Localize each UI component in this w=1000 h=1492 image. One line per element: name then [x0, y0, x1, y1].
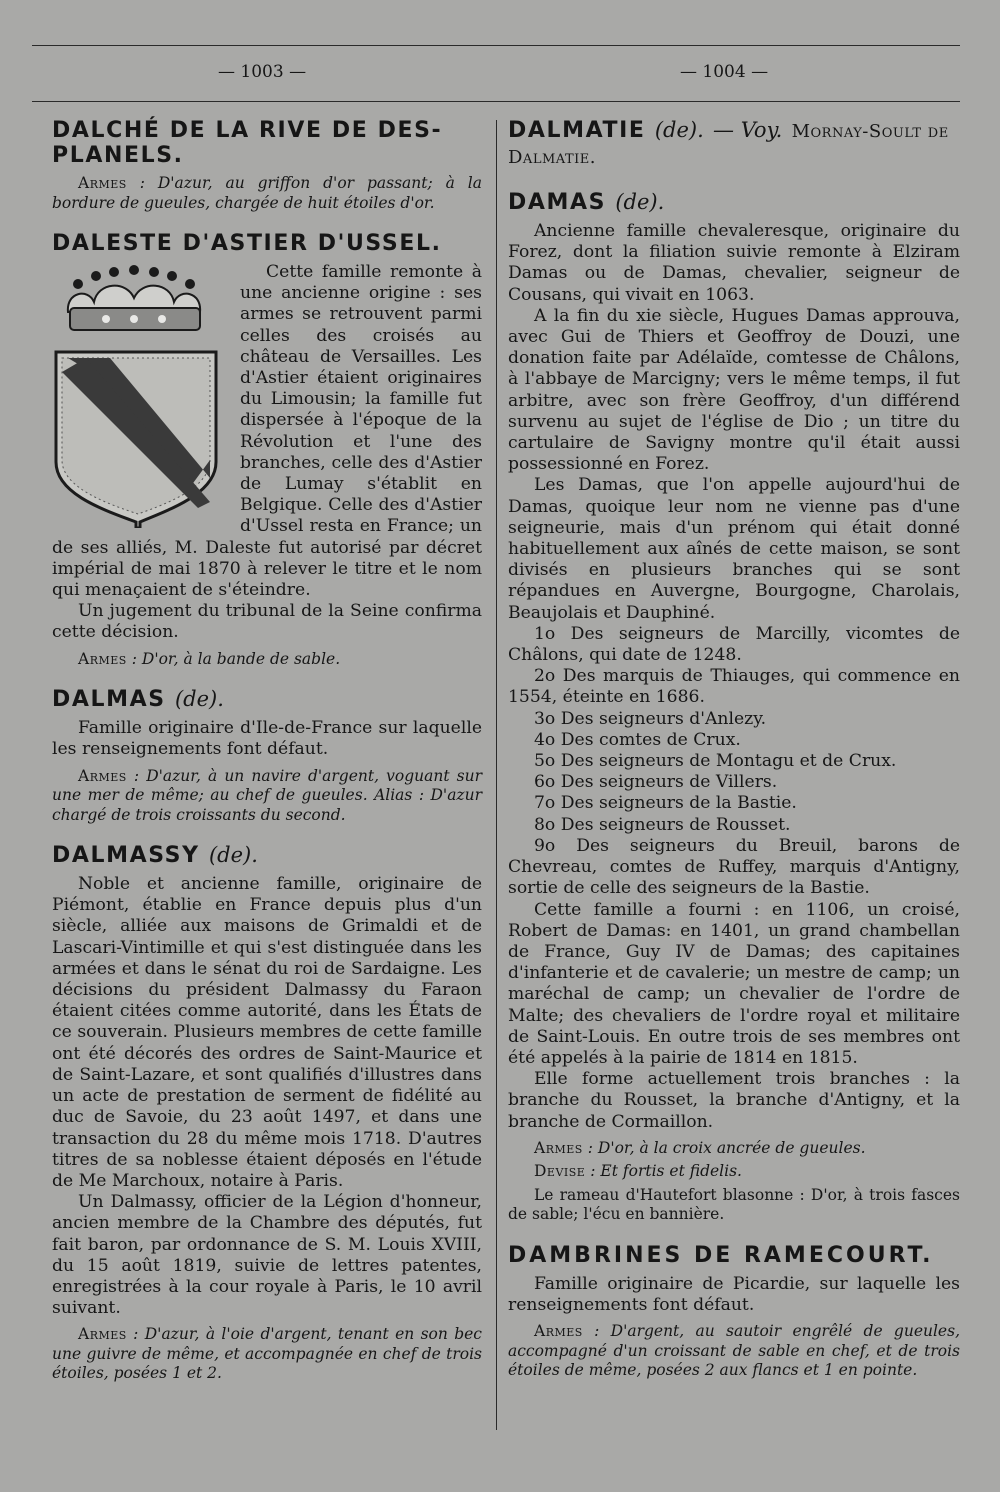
armes-line [52, 1325, 482, 1384]
entry-body: Noble et ancienne famille, originaire de Piémont, établie en France depuis plus d'un siècle, alliée aux maisons de Grimaldi et de Lascari-Vintimille et qui s'est distinguée dans les armées et dans le sénat du roi de Sardaigne. Les décisions du président Dalmassy du Faraon étaient citées comme autorité, dans les États de ce souverain. Plusieurs membres de cette famille ont été décorés des ordres de Saint-Maurice et de Saint-Lazare, et sont qualifiés d'illustres dans un acte de prestation de serment de fidélité au duc de Savoie, du 23 août 1497, et dans une transaction du 28 du même mois 1718. D'autres titres de sa noblesse étaient déposés en l'étude de Me Marchoux, notaire à Paris. [52, 874, 482, 1191]
armes-text: : D'or, à la croix ancrée de gueules. [587, 1138, 866, 1157]
entry-title: DAMBRINES DE RAMECOURT. [508, 1242, 934, 1268]
entry-body: A la fin du xie siècle, Hugues Damas approuva, avec Gui de Thiers et Geoffroy de Douzi, une donation faite par Adélaïde, comtesse de Châlons, à l'abbaye de Marcigny; vers le même temps, il fut arbitre, avec son frère Geoffroy, d'un différend survenu au sujet de l'église de Dio ; un titre du cartulaire de Savigny montre qu'il était aussi possessionné en Forez. [508, 305, 960, 475]
list-item: 2o Des marquis de Thiauges, qui commence en 1554, éteinte en 1686. [508, 666, 960, 708]
entry-body: Un Dalmassy, officier de la Légion d'honneur, ancien membre de la Chambre des députés, fut fait baron, par ordonnance de S. M. Louis XVIII, du 15 août 1819, suivie de lettres patentes, enregistrées à la cour royale à Paris, le 10 avril suivant. [52, 1192, 482, 1319]
list-item: 9o Des seigneurs du Breuil, barons de Chevreau, comtes de Ruffey, marquis d'Antigny, sortie de celle des seigneurs de la Bastie. [508, 835, 960, 899]
armes-line [508, 1322, 960, 1381]
devise-text: : Et fortis et fidelis. [590, 1162, 742, 1181]
armes-line [508, 1139, 960, 1159]
entry-body: Elle forme actuellement trois branches : la branche du Rousset, la branche d'Antigny, et la branche de Cormaillon. [508, 1069, 960, 1132]
entry-title: DALESTE D'ASTIER D'USSEL. [52, 231, 442, 256]
entry-title: DALMASSY (de). [52, 843, 258, 869]
armes-text: : D'azur, à un navire d'argent, voguant sur une mer de même; au chef de gueules. Alias : D'azur chargé de trois croissants du second. [52, 766, 482, 824]
entry-body: Cette famille remonte à une ancienne origine : ses armes se retrouvent parmi celles des croisés au château de Versailles. Les d'Astier étaient originaires du Limousin; la famille fut dispersée à l'époque de la Révolution et l'une des branches, celle des d'Astier de Lumay s'établit en Belgique. Celle des d'Astier d'Ussel resta en France; un de ses alliés, M. Daleste fut autorisé par décret impérial de mai 1870 à relever le titre et le nom qui menaçaient de s'éteindre. [52, 262, 482, 601]
armes-label: Armes [534, 1138, 583, 1157]
armes-label: Armes [78, 649, 127, 668]
entry-body: Famille originaire d'Ile-de-France sur laquelle les renseignements font défaut. [52, 718, 482, 760]
list-item: 6o Des seigneurs de Villers. [534, 772, 778, 793]
entry-title: DAMAS (de). [508, 190, 665, 215]
column-divider [496, 120, 497, 1430]
armes-text: : D'azur, au griffon d'or passant; à la bordure de gueules, chargée de huit étoiles d'or. [52, 174, 482, 212]
devise-line [508, 1162, 960, 1182]
list-item: 3o Des seigneurs d'Anlezy. [534, 708, 767, 729]
header-rule [32, 101, 960, 102]
armes-line [52, 767, 482, 826]
left-column [52, 118, 482, 1388]
armes-label: Armes [534, 1322, 583, 1341]
cross-reference-link[interactable]: Mornay-Soult de Dalmatie. [508, 121, 949, 168]
entry-body: Famille originaire de Picardie, sur laquelle les renseignements font défaut. [508, 1273, 960, 1315]
devise-label: Devise [534, 1162, 586, 1181]
armes-text: : D'or, à la bande de sable. [131, 649, 341, 668]
entry-body: Ancienne famille chevaleresque, originaire du Forez, dont la filiation suivie remonte à Elziram Damas ou de Damas, chevalier, seigneur de Cousans, qui vivait en 1063. [508, 221, 960, 305]
entry-title: DALMAS (de). [52, 687, 224, 713]
list-item: 8o Des seigneurs de Rousset. [534, 814, 791, 835]
entry-body: Les Damas, que l'on appelle aujourd'hui de Damas, quoique leur nom ne vienne pas d'une seigneurie, mais d'un prénom qui était donné habituellement aux aînés de cette maison, se sont divisés en plusieurs branches qui se sont répandues en Auvergne, Bourgogne, Charolais, Beaujolais et Dauphiné. [508, 475, 960, 623]
armes-label: Armes [78, 1325, 127, 1344]
entry-body: Le rameau d'Hautefort blasonne : D'or, à trois fasces de sable; l'écu en bannière. [508, 1185, 960, 1224]
entry-title: DALCHÉ DE LA RIVE DE DES-PLANELS. [52, 118, 443, 168]
entry-body: Cette famille a fourni : en 1106, un croisé, Robert de Damas: en 1401, un grand chambellan de France, Guy IV de Damas; des capitaines d'infanterie et de cavalerie; un mestre de camp; un maréchal de camp; un chevalier de l'ordre de Malte; des chevaliers de l'ordre royal et militaire de Saint-Louis. En outre trois de ses membres ont été appelés à la pairie de 1814 en 1815. [508, 899, 960, 1068]
coat-of-arms-icon [48, 262, 228, 528]
page-number-left: — 1003 — [218, 62, 307, 82]
entry-body: Un jugement du tribunal de la Seine confirma cette décision. [52, 601, 482, 643]
list-item: 5o Des seigneurs de Montagu et de Crux. [534, 751, 897, 772]
page-number-right: — 1004 — [680, 62, 769, 82]
top-rule [32, 45, 960, 46]
branch-list [508, 624, 960, 900]
armes-text: : D'argent, au sautoir engrêlé de gueules, accompagné d'un croissant de sable en chef, et de trois étoiles de même, posées 2 aux flancs et 1 en pointe. [508, 1322, 960, 1380]
armes-line [52, 650, 482, 670]
armes-label: Armes [78, 766, 127, 785]
armes-text: : D'azur, à l'oie d'argent, tenant en son bec une guivre de même, et accompagnée en chef de trois étoiles, posées 1 et 2. [52, 1325, 482, 1383]
list-item: 4o Des comtes de Crux. [534, 729, 741, 750]
armes-line [52, 174, 482, 213]
list-item: 7o Des seigneurs de la Bastie. [534, 793, 797, 814]
entry-title: DALMATIE (de). — Voy. Mornay-Soult de Dalmatie. [508, 118, 949, 168]
right-column [508, 118, 960, 1385]
list-item: 1o Des seigneurs de Marcilly, vicomtes de Châlons, qui date de 1248. [508, 623, 960, 666]
armes-label: Armes [78, 174, 127, 192]
